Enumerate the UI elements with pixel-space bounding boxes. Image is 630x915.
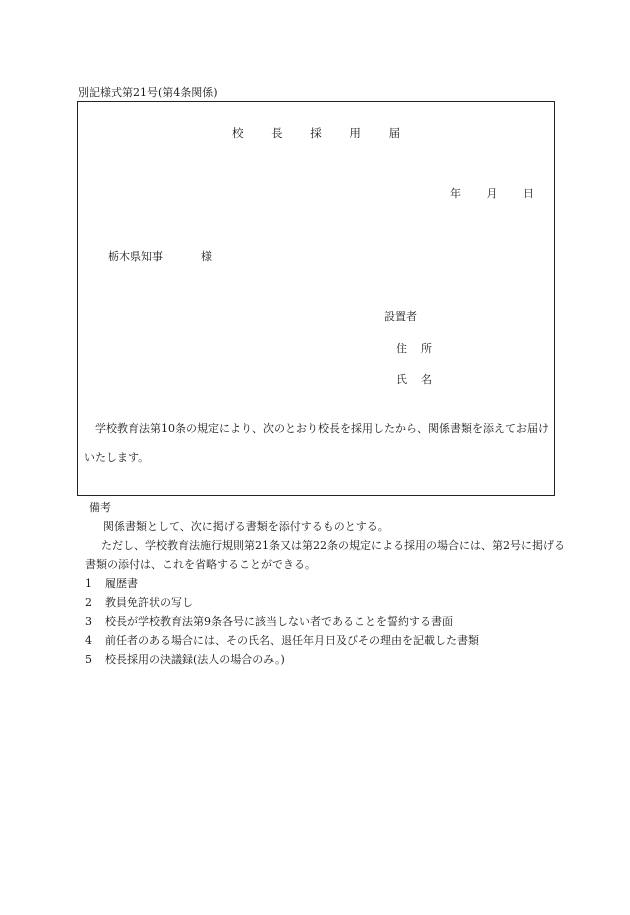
title-char: 届 xyxy=(388,126,401,140)
address-char: 住 xyxy=(396,342,407,355)
list-item xyxy=(85,631,565,650)
list-item xyxy=(85,650,565,669)
name-char: 名 xyxy=(421,373,432,386)
notes-paragraph: 関係書類として、次に掲げる書類を添付するものとする。 xyxy=(103,520,389,533)
title-char: 長 xyxy=(271,126,283,140)
notes-section xyxy=(85,498,565,669)
date-day: 日 xyxy=(523,187,534,200)
body-text: 学校教育法第10条の規定により、次のとおり校長を採用したから、関係書類を添えてお届けいたします。 xyxy=(84,422,549,464)
list-item-number: 5 xyxy=(85,653,92,666)
address-char: 所 xyxy=(421,342,432,355)
form-title xyxy=(78,125,554,141)
list-item-text: 校長が学校教育法第9条各号に該当しない者であることを誓約する書面 xyxy=(105,615,453,628)
notes-paragraph: ただし、学校教育法施行規則第21条又は第22条の規定による採用の場合には、第2号に掲げる書類の添付は、これを省略することができる。 xyxy=(85,539,565,571)
title-char: 用 xyxy=(349,126,361,140)
list-item-text: 校長採用の決議録(法人の場合のみ。) xyxy=(105,653,285,666)
list-item xyxy=(85,612,565,631)
addressee xyxy=(108,248,212,264)
name-char: 氏 xyxy=(396,373,407,386)
list-item-number: 3 xyxy=(85,615,92,628)
list-item-number: 1 xyxy=(85,577,92,590)
list-item-text: 教員免許状の写し xyxy=(105,596,193,609)
founder-address xyxy=(396,340,432,356)
addressee-name: 栃木県知事 xyxy=(108,250,163,263)
title-char: 校 xyxy=(231,126,244,140)
founder-name xyxy=(396,371,432,387)
form-box xyxy=(77,101,555,496)
date-month: 月 xyxy=(486,187,498,200)
list-item xyxy=(85,593,565,612)
founder-label: 設置者 xyxy=(384,310,417,323)
list-item-text: 履歴書 xyxy=(105,577,138,590)
list-item-text: 前任者のある場合には、その氏名、退任年月日及びその理由を記載した書類 xyxy=(105,634,479,647)
title-char: 採 xyxy=(310,126,322,140)
notes-heading: 備考 xyxy=(89,501,111,514)
addressee-honorific: 様 xyxy=(201,250,212,263)
list-item xyxy=(85,574,565,593)
list-item-number: 4 xyxy=(85,634,92,647)
list-item-number: 2 xyxy=(85,596,92,609)
form-label: 別記様式第21号(第4条関係) xyxy=(78,86,218,99)
date-year: 年 xyxy=(450,187,461,200)
date-line xyxy=(428,185,534,201)
